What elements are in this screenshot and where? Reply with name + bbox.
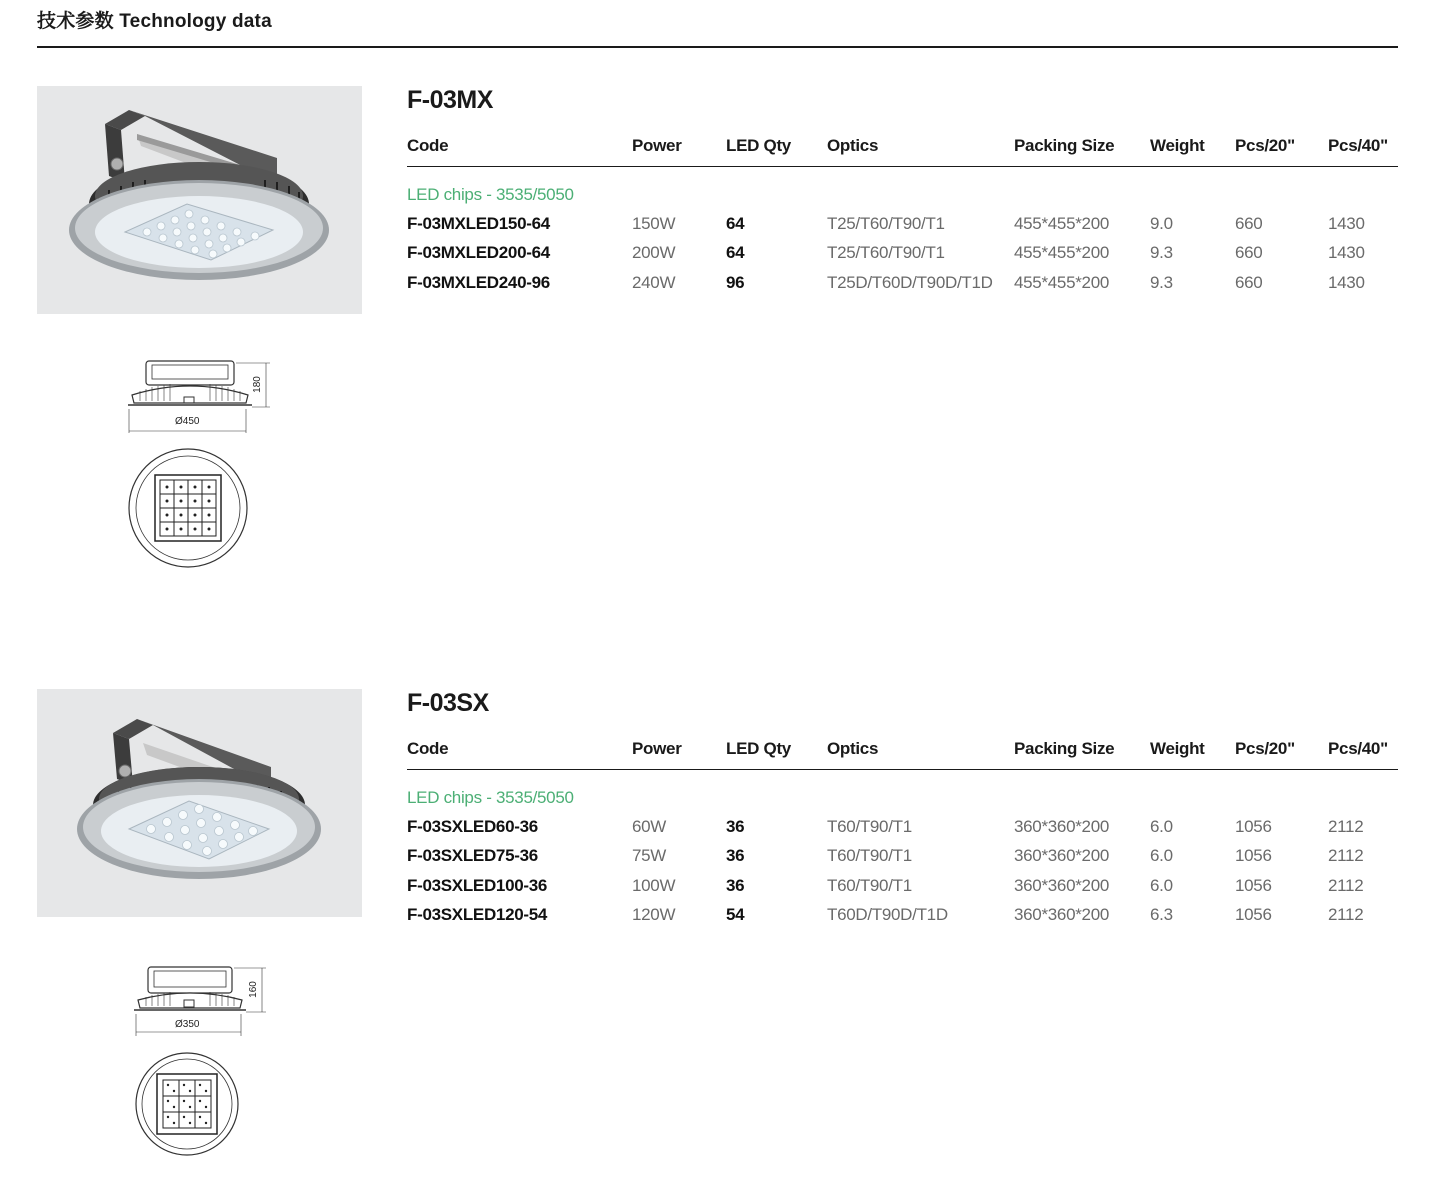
cell-pcs20: 1056 [1235,905,1272,925]
col-header-pcs20: Pcs/20" [1235,737,1328,770]
table-row [407,268,1398,298]
cell-code: F-03MXLED240-96 [407,272,550,292]
cell-packing: 360*360*200 [1014,846,1110,866]
cell-led-qty: 36 [726,846,745,866]
cell-pcs20: 1056 [1235,875,1272,895]
spec-table-f03mx [407,134,1398,298]
cell-optics: T60/T90/T1 [827,875,912,895]
model-title: F-03MX [407,86,493,114]
spec-table-f03sx [407,737,1398,930]
diameter-label: Ø450 [175,416,200,427]
col-header-optics: Optics [827,134,1014,167]
model-title: F-03SX [407,689,489,717]
cell-pcs20: 660 [1235,213,1263,233]
cell-packing: 455*455*200 [1014,243,1110,263]
height-label: 160 [247,981,259,998]
cell-power: 75W [632,846,667,866]
cell-power: 100W [632,875,676,895]
cell-weight: 9.3 [1150,243,1173,263]
cell-power: 60W [632,816,667,836]
cell-pcs20: 1056 [1235,816,1272,836]
cell-code: F-03SXLED75-36 [407,846,538,866]
cell-code: F-03SXLED120-54 [407,905,548,925]
cell-pcs20: 660 [1235,243,1263,263]
product-photo-f03mx [37,86,362,314]
col-header-pcs40: Pcs/40" [1328,134,1398,167]
cell-optics: T25/T60/T90/T1 [827,243,945,263]
product-photo-f03sx [37,689,362,917]
lamp-photo-illustration [37,86,362,314]
page-header [37,8,1398,48]
cell-optics: T25D/T60D/T90D/T1D [827,272,993,292]
cell-led-qty: 96 [726,272,745,292]
col-header-power: Power [632,134,726,167]
diameter-label: Ø350 [175,1019,200,1030]
cell-packing: 360*360*200 [1014,875,1110,895]
col-header-packing-size: Packing Size [1014,134,1150,167]
page-title: 技术参数 Technology data [37,11,272,32]
side-view-drawing-f03sx [128,960,278,1045]
col-header-code: Code [407,737,632,770]
cell-packing: 455*455*200 [1014,213,1110,233]
cell-pcs40: 2112 [1328,905,1364,925]
cell-optics: T25/T60/T90/T1 [827,213,945,233]
col-header-weight: Weight [1150,134,1235,167]
cell-weight: 9.3 [1150,272,1173,292]
cell-weight: 6.3 [1150,905,1173,925]
cell-power: 120W [632,905,676,925]
cell-pcs40: 1430 [1328,243,1365,263]
cell-optics: T60D/T90D/T1D [827,905,948,925]
table-header-row [407,737,1398,770]
cell-led-qty: 36 [726,816,745,836]
table-row [407,239,1398,269]
cell-pcs40: 1430 [1328,272,1365,292]
table-row [407,901,1398,931]
cell-weight: 6.0 [1150,816,1173,836]
cell-led-qty: 64 [726,243,745,263]
table-header-row [407,134,1398,167]
cell-packing: 360*360*200 [1014,905,1110,925]
col-header-led-qty: LED Qty [726,737,827,770]
cell-weight: 6.0 [1150,875,1173,895]
side-view-drawing-f03mx [120,355,280,442]
height-label: 180 [251,376,263,393]
cell-optics: T60/T90/T1 [827,816,912,836]
col-header-code: Code [407,134,632,167]
cell-code: F-03SXLED60-36 [407,816,538,836]
cell-weight: 9.0 [1150,213,1173,233]
top-view-drawing-f03sx [133,1050,241,1163]
table-row [407,209,1398,239]
cell-pcs40: 2112 [1328,875,1364,895]
cell-weight: 6.0 [1150,846,1173,866]
cell-code: F-03MXLED200-64 [407,243,550,263]
col-header-weight: Weight [1150,737,1235,770]
cell-pcs40: 2112 [1328,846,1364,866]
cell-led-qty: 36 [726,875,745,895]
col-header-pcs20: Pcs/20" [1235,134,1328,167]
chips-label: LED chips - 3535/5050 [407,185,574,204]
cell-power: 150W [632,213,676,233]
col-header-pcs40: Pcs/40" [1328,737,1398,770]
cell-packing: 455*455*200 [1014,272,1110,292]
cell-pcs40: 1430 [1328,213,1365,233]
col-header-packing-size: Packing Size [1014,737,1150,770]
cell-led-qty: 64 [726,213,745,233]
table-row [407,812,1398,842]
cell-pcs20: 1056 [1235,846,1272,866]
chips-label: LED chips - 3535/5050 [407,788,574,807]
table-row [407,842,1398,872]
cell-code: F-03SXLED100-36 [407,875,548,895]
col-header-led-qty: LED Qty [726,134,827,167]
cell-led-qty: 54 [726,905,745,925]
table-row [407,871,1398,901]
cell-packing: 360*360*200 [1014,816,1110,836]
chips-row [407,770,1398,813]
chips-row [407,167,1398,210]
cell-pcs20: 660 [1235,272,1263,292]
cell-pcs40: 2112 [1328,816,1364,836]
cell-optics: T60/T90/T1 [827,846,912,866]
cell-code: F-03MXLED150-64 [407,213,550,233]
cell-power: 200W [632,243,676,263]
col-header-optics: Optics [827,737,1014,770]
lamp-photo-illustration [37,689,362,917]
top-view-drawing-f03mx [126,447,250,576]
cell-power: 240W [632,272,676,292]
col-header-power: Power [632,737,726,770]
